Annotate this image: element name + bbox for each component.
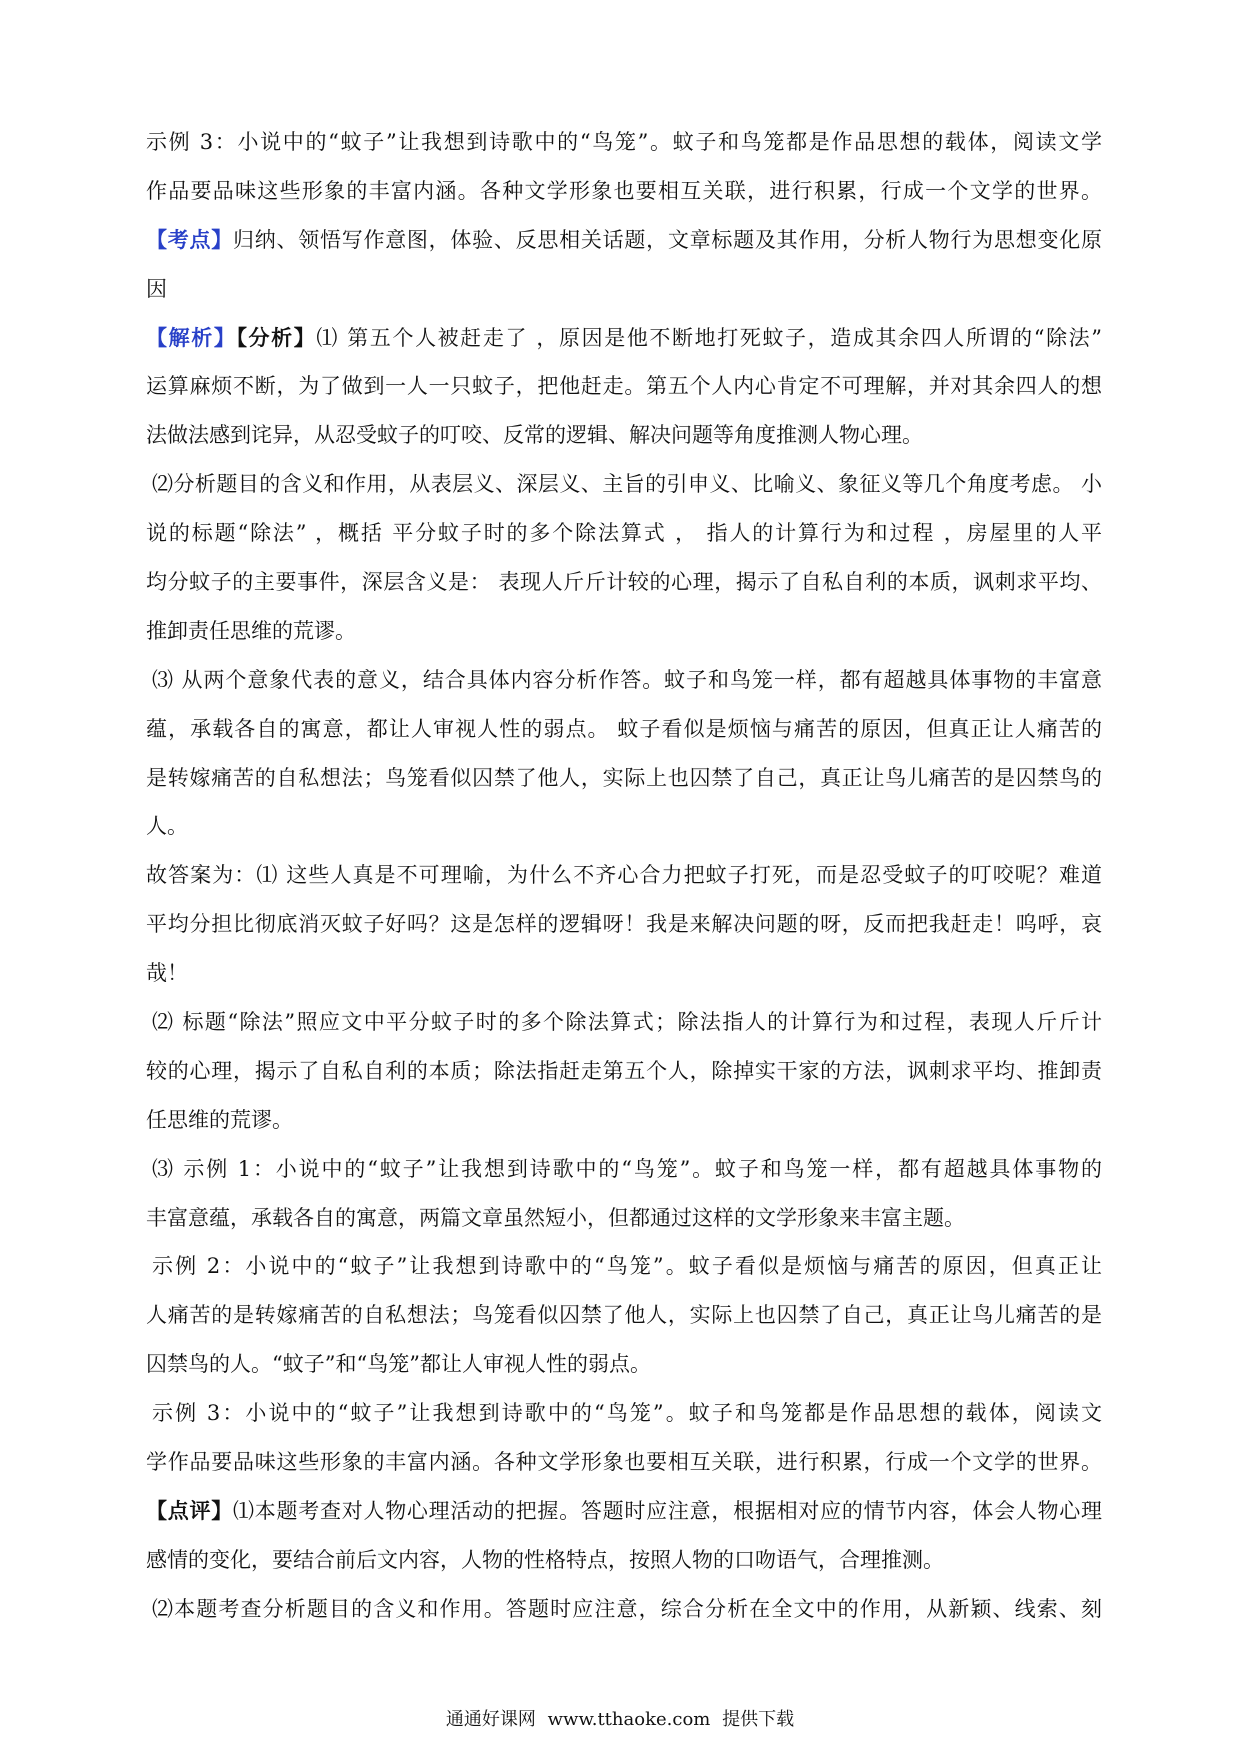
line-text: 平均分担比彻底消灭蚊子好吗？这是怎样的逻辑呀！我是来解决问题的呀，反而把我赶走！呜呼，哀	[146, 912, 1102, 937]
line-text: 作品要品味这些形象的丰富内涵。各种文学形象也要相互关联，进行积累，行成一个文学的世界。	[146, 178, 1102, 203]
page-footer: 通通好课网 www.tthaoke.com 提供下载	[445, 1709, 795, 1730]
line-text: 法做法感到诧异，从忍受蚊子的叮咬、反常的逻辑、解决问题等角度推测人物心理。	[146, 423, 923, 448]
text-line	[146, 1096, 1102, 1145]
line-text: 囚禁鸟的人。“蚊子”和“鸟笼”都让人审视人性的弱点。	[146, 1352, 651, 1377]
text-line	[146, 900, 1102, 949]
text-line	[146, 265, 1102, 314]
section-tag-kaodian: 【考点】	[146, 226, 233, 252]
line-text: ⑵ 标题“除法”照应文中平分蚊子时的多个除法算式；除法指人的计算行为和过程，表现人斤斤计	[152, 1010, 1102, 1035]
line-text: ⑴ 第五个人被赶走了 ，原因是他不断地打死蚊子，造成其余四人所谓的“除法”	[316, 325, 1103, 350]
line-text: ⑴本题考查对人物心理活动的把握。答题时应注意，根据相对应的情节内容，体会人物心理	[232, 1498, 1103, 1523]
line-text: 推卸责任思维的荒谬。	[146, 618, 356, 643]
text-line	[146, 1145, 1102, 1194]
line-text: 蕴，承载各自的寓意，都让人审视人性的弱点。 蚊子看似是烦恼与痛苦的原因，但真正让人痛苦的	[146, 716, 1102, 741]
text-line	[146, 1536, 1102, 1585]
line-text: 人。	[146, 814, 188, 839]
line-text: 哉！	[146, 961, 188, 986]
line-text: 故答案为：⑴ 这些人真是不可理喻，为什么不齐心合力把蚊子打死，而是忍受蚊子的叮咬呢？难道	[146, 863, 1102, 888]
line-text: 丰富意蕴，承载各自的寓意，两篇文章虽然短小，但都通过这样的文学形象来丰富主题。	[146, 1205, 965, 1230]
section-tag-dianping: 【点评】	[146, 1497, 233, 1523]
line-text: 因	[146, 276, 167, 301]
line-text: ⑶ 示例 1：小说中的“蚊子”让我想到诗歌中的“鸟笼”。蚊子和鸟笼一样，都有超越具体事物的	[152, 1156, 1102, 1181]
text-line	[146, 1585, 1102, 1634]
text-line	[146, 656, 1102, 705]
line-text: 归纳、领悟写作意图，体验、反思相关话题，文章标题及其作用，分析人物行为思想变化原	[232, 227, 1103, 252]
text-line	[146, 1291, 1102, 1340]
line-text: 是转嫁痛苦的自私想法；鸟笼看似囚禁了他人，实际上也囚禁了自己，真正让鸟儿痛苦的是囚禁鸟的	[146, 765, 1102, 790]
text-line	[146, 1340, 1102, 1389]
text-line	[146, 509, 1102, 558]
line-text: 示例 3：小说中的“蚊子”让我想到诗歌中的“鸟笼”。蚊子和鸟笼都是作品思想的载体，阅读文学	[146, 130, 1102, 154]
line-text: 说的标题“除法” ，概括 平分蚊子时的多个除法算式 ， 指人的计算行为和过程 ，房屋里的人平	[146, 521, 1102, 546]
text-line	[146, 362, 1102, 411]
line-text: 较的心理，揭示了自私自利的本质；除法指赶走第五个人，除掉实干家的方法，讽刺求平均、推卸责	[146, 1058, 1102, 1083]
text-line	[146, 1047, 1102, 1096]
line-text: 均分蚊子的主要事件，深层含义是： 表现人斤斤计较的心理，揭示了自私自利的本质，讽刺求平均、	[146, 570, 1102, 595]
line-text: 人痛苦的是转嫁痛苦的自私想法；鸟笼看似囚禁了他人，实际上也囚禁了自己，真正让鸟儿痛苦的是	[146, 1303, 1102, 1328]
line-text: 示例 3：小说中的“蚊子”让我想到诗歌中的“鸟笼”。蚊子和鸟笼都是作品思想的载体，阅读文	[152, 1401, 1102, 1426]
text-line	[146, 851, 1102, 900]
text-line	[146, 754, 1102, 803]
line-text: 学作品要品味这些形象的丰富内涵。各种文学形象也要相互关联，进行积累，行成一个文学的世界。	[146, 1450, 1102, 1475]
text-line	[146, 1438, 1102, 1487]
text-line	[146, 949, 1102, 998]
line-text: 运算麻烦不断，为了做到一人一只蚊子，把他赶走。第五个人内心肯定不可理解，并对其余四人的想	[146, 374, 1102, 399]
text-line	[146, 167, 1102, 216]
line-text: ⑵本题考查分析题目的含义和作用。答题时应注意，综合分析在全文中的作用，从新颖、线索、刻	[152, 1596, 1102, 1621]
text-line	[146, 216, 1102, 265]
text-line	[146, 314, 1102, 363]
text-line	[146, 460, 1102, 509]
line-text: ⑵分析题目的含义和作用，从表层义、深层义、主旨的引申义、比喻义、象征义等几个角度考虑。 小	[152, 472, 1102, 497]
text-line	[146, 1242, 1102, 1291]
text-line	[146, 411, 1102, 460]
text-line	[146, 705, 1102, 754]
text-line	[146, 1389, 1102, 1438]
text-line	[146, 1194, 1102, 1243]
text-line	[146, 1487, 1102, 1536]
text-line	[146, 558, 1102, 607]
section-tag-fenxi: 【分析】	[236, 324, 317, 350]
section-tag-jiexi: 【解析】	[146, 324, 237, 350]
text-line	[146, 998, 1102, 1047]
document-body	[146, 118, 1102, 1634]
text-line	[146, 802, 1102, 851]
line-text: 任思维的荒谬。	[146, 1107, 293, 1132]
text-line	[146, 118, 1102, 167]
line-text: 感情的变化，要结合前后文内容，人物的性格特点，按照人物的口吻语气，合理推测。	[146, 1547, 944, 1572]
line-text: ⑶ 从两个意象代表的意义，结合具体内容分析作答。蚊子和鸟笼一样，都有超越具体事物的丰富意	[152, 667, 1102, 692]
text-line	[146, 607, 1102, 656]
line-text: 示例 2：小说中的“蚊子”让我想到诗歌中的“鸟笼”。蚊子看似是烦恼与痛苦的原因，但真正让	[152, 1254, 1102, 1279]
